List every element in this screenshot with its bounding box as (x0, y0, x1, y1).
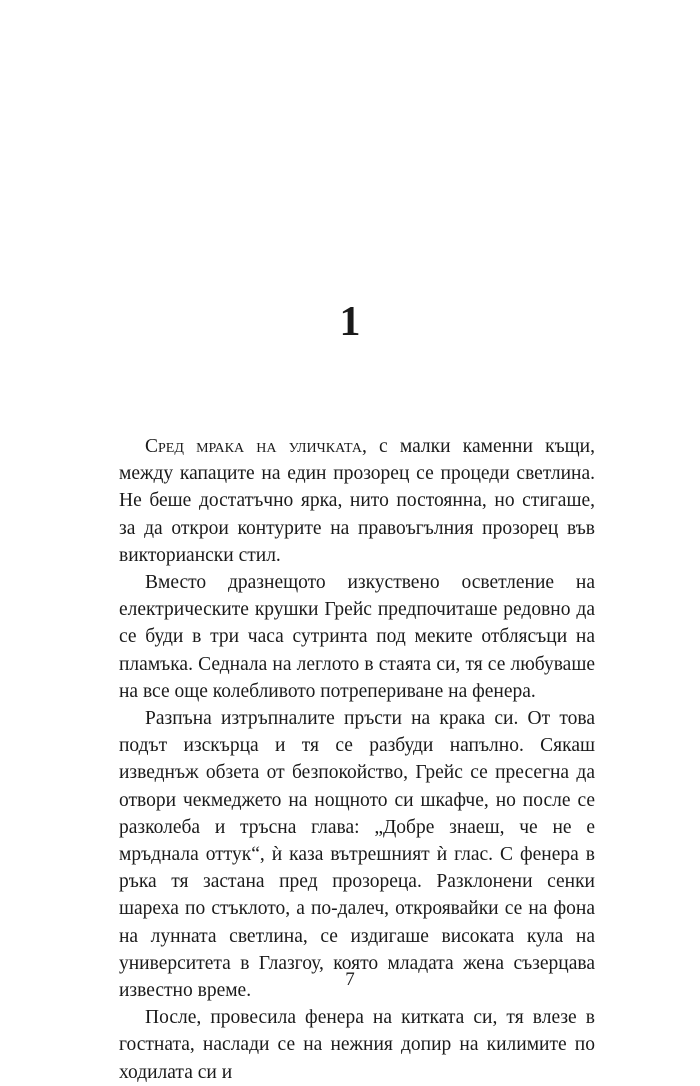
paragraph-text: Вместо дразнещото изкуствено осветление на електрическите крушки Грейс предпочиташе редовно да се буди в три часа сутринта под меките отблясъци на пламъка. Седнала на леглото в стаята си, тя се любуваше на все още колебливото потрепериване на фенера. (119, 572, 595, 702)
paragraph-text: Разпъна изтръпналите пръсти на крака си. От това подът изскърца и тя се разбуди напълно. Сякаш изведнъж обзета от безпокойство, Грейс се пресегна да отвори чекмеджето на нощното си шкафче, но после се разколеба и тръсна глава: „Добре знаеш, че не е мръднала оттук“, ѝ каза вътрешният ѝ глас. С фенера в ръка тя застана пред прозореца. Разклонени сенки шареха по стъклото, а по-далеч, откроявайки се на фона на лунната светлина, се издигаше високата кула на университета в Глазгоу, която младата жена съзерцава известно време. (119, 708, 595, 1002)
paragraph-lead-in: Сред мрака на уличката, (145, 436, 367, 457)
paragraph (119, 705, 595, 1004)
paragraph (119, 433, 595, 569)
chapter-number: 1 (339, 299, 361, 345)
paragraph (119, 1004, 595, 1086)
paragraph-text: с малки каменни къщи, между капаците на един прозорец се процеди светлина. Не беше достатъчно ярка, нито постоянна, но стигаше, за да открои контурите на правоъгълния прозорец във викториански стил. (119, 436, 595, 566)
paragraph-text: После, провесила фенера на китката си, тя влезе в гостната, наслади се на нежния допир на килимите по ходилата си и (119, 1007, 595, 1083)
paragraph (119, 569, 595, 705)
page-number: 7 (345, 969, 355, 990)
